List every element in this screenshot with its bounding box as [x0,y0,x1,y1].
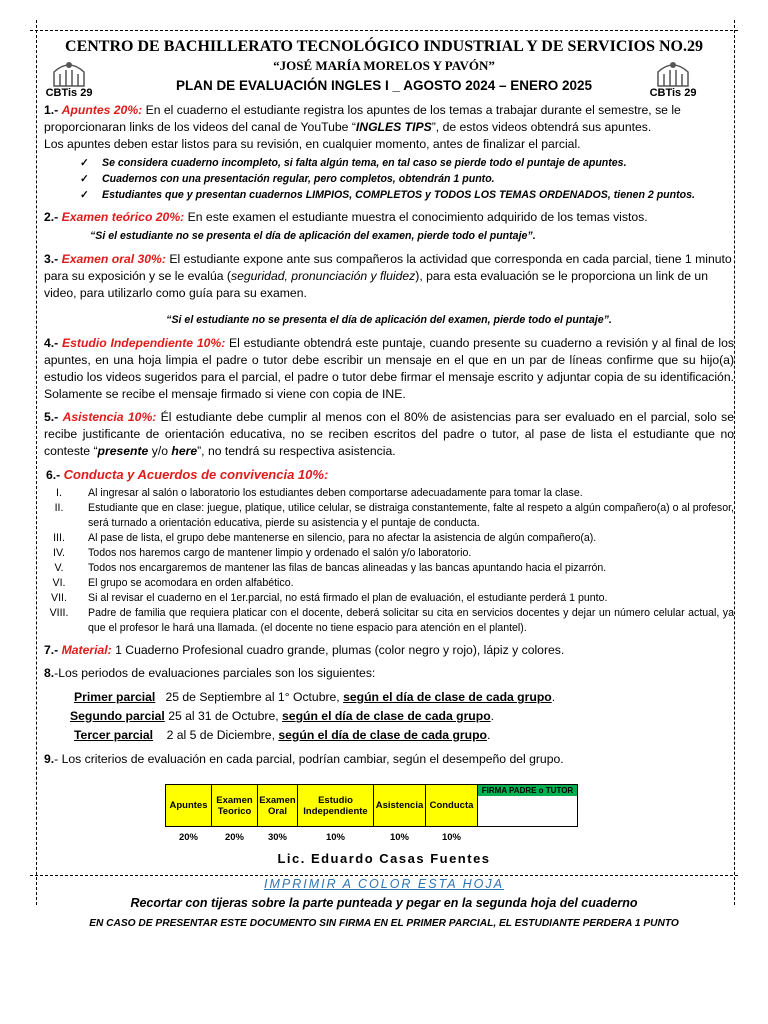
evaluation-criteria: seguridad, pronunciación y fluidez [230,269,416,283]
list-item: Primer parcial 25 de Septiembre al 1° Octubre, según el día de clase de cada grupo. [74,690,556,704]
header-cell: Examen Teorico [212,785,258,827]
list-item: Tercer parcial 2 al 5 de Diciembre, según el día de clase de cada grupo. [74,728,491,742]
section-number: 3.- [44,252,59,266]
list-item: IV. Todos nos haremos cargo de mantener limpio y ordenado el salón y/o laboratorio. [53,547,472,559]
section-material [44,642,734,659]
section-text: ), para esta evaluación se le proporciona un link de un video, para utilizarlo como guía para su examen. [44,269,708,300]
section-text: - Los criterios de evaluación en cada parcial, podrían cambiar, según el desempeño del grupo. [54,752,564,766]
section-note: “Si el estudiante no se presenta el día de aplicación del examen, pierde todo el puntaje”. [166,314,612,326]
notebook-criteria-list [80,155,734,203]
checkmark-icon: ✓ [80,189,89,201]
section-title: Examen oral 30%: [61,252,166,266]
cut-line-bottom [30,875,738,876]
section-title: Apuntes 20%: [61,103,143,117]
section-number: 2.- [44,210,59,224]
section-number: 4.- [44,336,59,350]
cut-line-left [36,20,37,905]
checkmark-icon: ✓ [80,173,89,185]
logo-label: CBTis 29 [45,87,93,99]
section-text: El estudiante obtendrá este puntaje, cuando presente su cuaderno a revisión y al final de los apuntes, en una hoja limpia el padre o tutor debe escribir un mensaje en el que en un par de líneas confirme que su hijo(a) estudio los videos sugeridos para el parcial, el padre o tutor debe firmar el mensaje escrito y adjuntar copia de su identificación. Solamente se recibe el mensaje firmado si viene con copia de INE. [44,336,734,401]
section-text: En este examen el estudiante muestra el conocimiento adquirido de los temas vistos. [184,210,648,224]
header-cell: Apuntes [166,785,212,827]
list-item: ✓ Cuadernos con una presentación regular, pero completos, obtendrán 1 punto. [80,173,495,185]
plan-content [44,102,734,774]
list-item: ✓ Estudiantes que y presentan cuadernos LIMPIOS, COMPLETOS y TODOS LOS TEMAS ORDENADOS, tienen 2 puntos. [80,189,695,201]
section-title: Material: [61,643,112,657]
unsigned-warning: EN CASO DE PRESENTAR ESTE DOCUMENTO SIN FIRMA EN EL PRIMER PARCIAL, EL ESTUDIANTE PERDERA 1 PUNTO [89,918,679,929]
list-item: I. Al ingresar al salón o laboratorio los estudiantes deben comportarse adecuadamente para tomar la clase. [56,487,583,499]
section-text: 1 Cuaderno Profesional cuadro grande, plumas (color negro y rojo), lápiz y colores. [111,643,565,657]
list-item: Segundo parcial 25 al 31 de Octubre, según el día de clase de cada grupo. [70,709,495,723]
header-cell: Conducta [426,785,478,827]
section-apuntes [44,102,734,203]
cut-line-right [734,20,735,905]
list-item: ✓ Se considera cuaderno incompleto, si falta algún tema, en tal caso se pierde todo el puntaje de apuntes. [80,157,627,169]
list-item: VI. El grupo se acomodara en orden alfabético. [52,577,294,589]
section-estudio-independiente [44,335,734,403]
section-text: Los apuntes deben estar listos para su revisión, en cualquier momento, antes de finalizar el parcial. [44,137,581,151]
section-periodos [44,665,734,745]
cut-line-top [30,30,738,31]
section-number: 5.- [44,410,59,424]
list-item: III. Al pase de lista, el grupo debe mantenerse en silencio, para no afectar la asistencia de algún compañero(a). [53,532,597,544]
section-title: Conducta y Acuerdos de convivencia 10%: [63,467,329,482]
section-number: 7.- [44,643,59,657]
conduct-rules-list [44,486,734,636]
print-instruction: IMPRIMIR A COLOR ESTA HOJA [264,877,504,891]
section-number: 6.- [46,468,61,482]
grades-table [165,784,578,849]
section-title: Estudio Independiente 10%: [62,336,226,350]
youtube-channel-name: INGLES TIPS [355,120,432,134]
section-criterios [44,751,734,768]
school-motto: “JOSÉ MARÍA MORELOS Y PAVÓN” [273,58,495,73]
header-cell: Asistencia [374,785,426,827]
section-text: ”, de estos videos obtendrá sus apuntes. [431,120,652,134]
list-item: VII. Si al revisar el cuaderno en el 1er.parcial, no está firmado el plan de evaluación, el estudiante perderá 1 punto. [51,592,608,604]
section-text: -Los periodos de evaluaciones parciales son los siguientes: [54,666,376,680]
parent-signature-box[interactable] [478,785,578,827]
percent-cell: 20% [212,827,258,849]
section-text: Él estudiante debe cumplir al menos con el 80% de asistencias para ser evaluado en el parcial, solo se recibe justificante de orientación educativa, no se reciben escritos del padre o tutor, al pase de lista el estudiante que no conteste “ [44,410,734,458]
list-item: VIII. Padre de familia que requiera platicar con el docente, deberá solicitar su cita en servicios docentes y dejar un número celular actual, ya que el profesor le hará una llamada. (el docente no tiene espacio para atención en el plantel). [49,607,734,634]
section-examen-teorico [44,209,734,245]
percent-cell: 10% [426,827,478,849]
section-text: El estudiante expone ante sus compañeros la actividad que corresponda en cada parcial, tiene 1 minuto para su exposición y se le evalúa ( [44,252,732,283]
section-title: Examen teórico 20%: [61,210,185,224]
teacher-signature-name: Lic. Eduardo Casas Fuentes [277,851,491,866]
percent-cell: 10% [374,827,426,849]
school-name: CENTRO DE BACHILLERATO TECNOLÓGICO INDUSTRIAL Y DE SERVICIOS NO.29 [65,38,703,55]
section-note: “Si el estudiante no se presenta el día de aplicación del examen, pierde todo el puntaje”. [90,230,536,242]
percent-cell: 20% [166,827,212,849]
list-item: V. Todos nos encargaremos de mantener las filas de bancas alineadas y las bancas apuntando hacia el pizarrón. [54,562,607,574]
percent-cell: 30% [258,827,298,849]
periods-list [70,688,734,745]
table-header-row [166,785,578,827]
table-row [166,827,578,849]
section-text: En el cuaderno el estudiante registra los apuntes de los temas a trabajar durante el semestre, se le proporcionaran links de los videos del canal de YouTube “ [44,103,681,134]
section-number: 8. [44,666,55,680]
logo-label: CBTis 29 [649,87,697,99]
section-asistencia: 5.- Asistencia 10%: Él estudiante debe cumplir al menos con el 80% de asistencias para ser evaluado en el parcial, solo se recibe justificante de orientación educativa, no se reciben escritos del padre o tutor, al pase de lista el estudiante que no conteste “presente y/o here”, no tendrá su respectiva asistencia. [44,410,734,458]
signature-label: FIRMA PADRE o TUTOR [478,785,577,796]
list-item: II. Estudiante que en clase: juegue, platique, utilice celular, se distraiga constantemente, falte al respeto a algún compañero(a) o al profesor, será turnado a orientación educativa, pierde su asistencia y el puntaje de conducta. [54,502,734,529]
section-number: 9. [44,752,55,766]
section-number: 1.- [44,103,59,117]
section-title: Asistencia 10%: [62,410,157,424]
percent-cell: 10% [298,827,374,849]
section-conducta [44,466,734,636]
header-cell: Examen Oral [258,785,298,827]
checkmark-icon: ✓ [80,157,89,169]
cut-instruction: Recortar con tijeras sobre la parte punteada y pegar en la segunda hoja del cuaderno [130,896,638,910]
section-examen-oral [44,251,734,329]
header-cell: Estudio Independiente [298,785,374,827]
plan-title: PLAN DE EVALUACIÓN INGLES I _ AGOSTO 2024 – ENERO 2025 [175,78,593,93]
